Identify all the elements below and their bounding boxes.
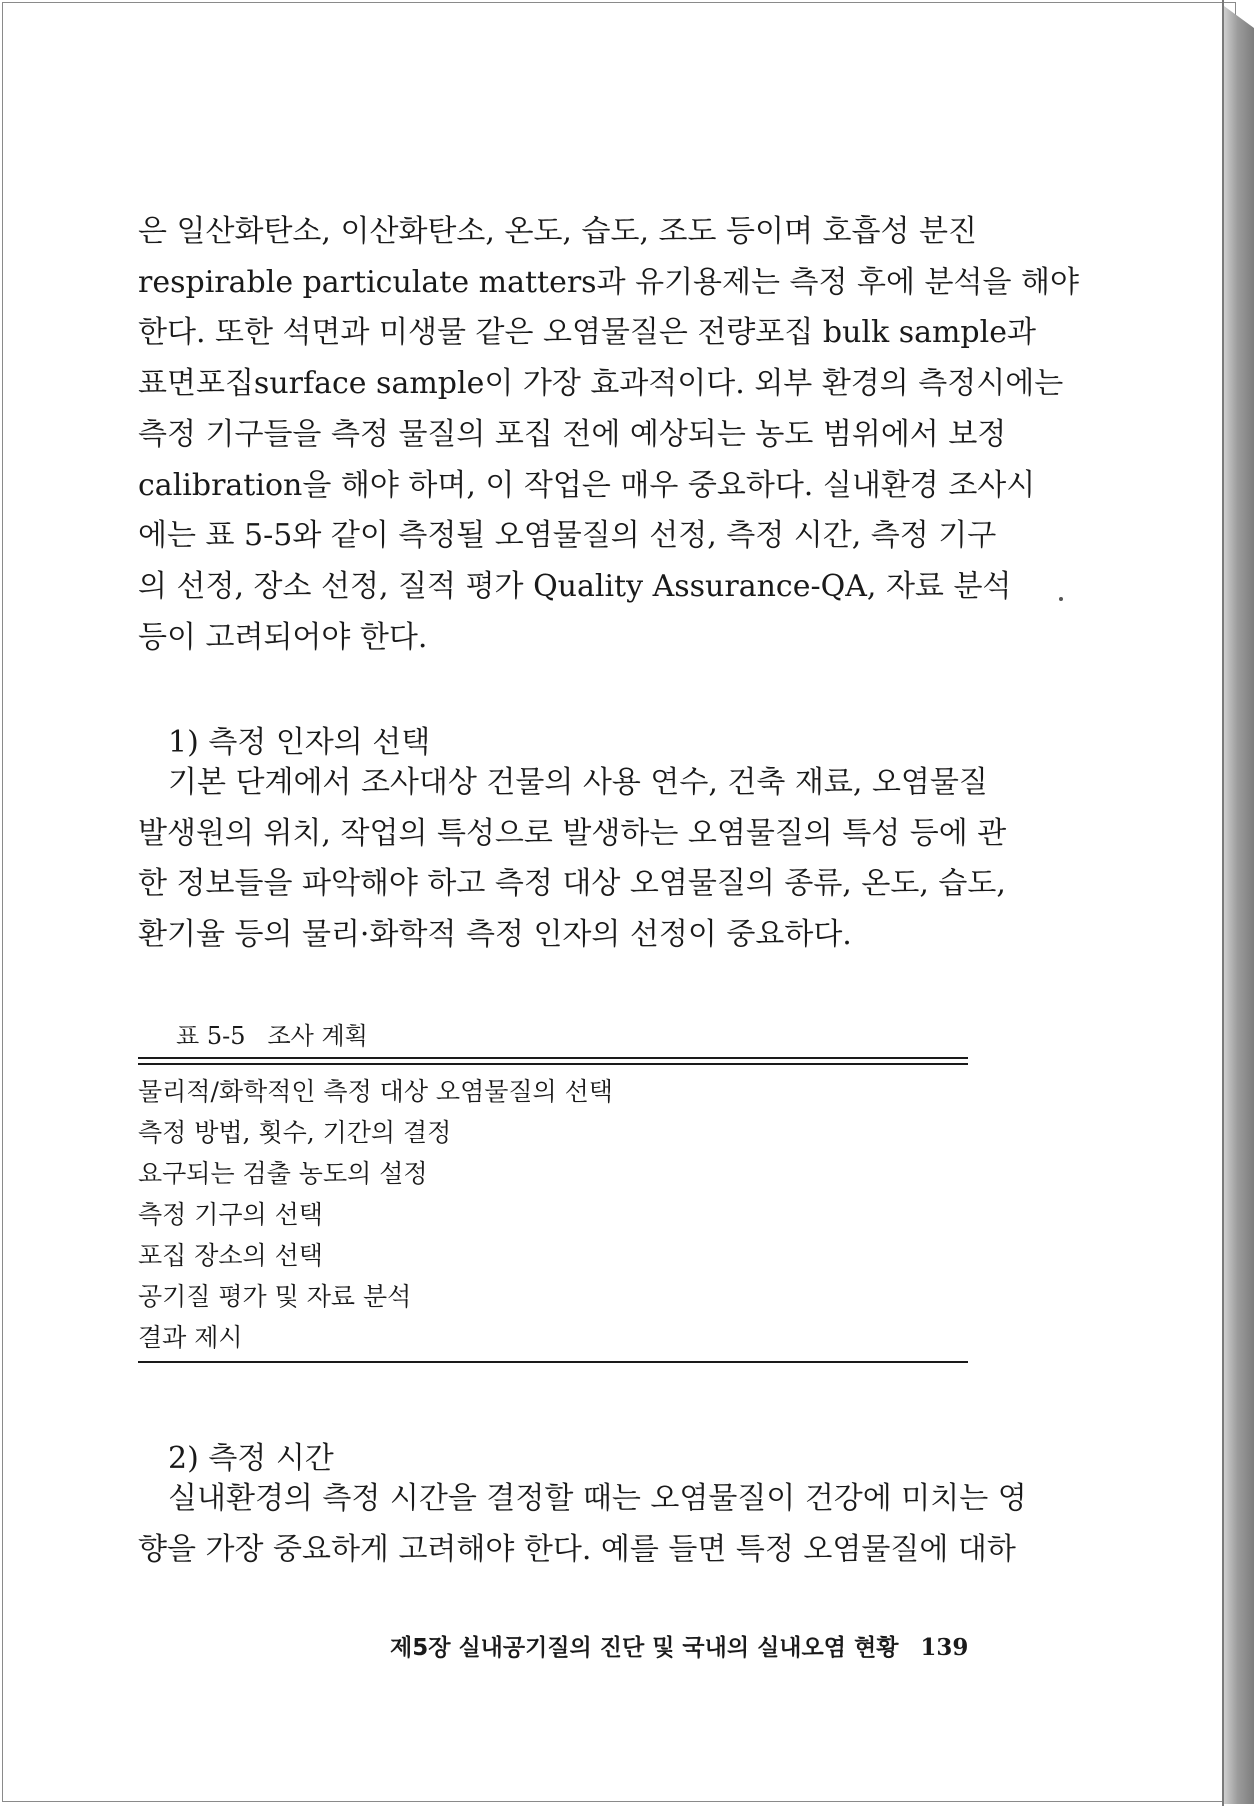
text-line: 기본 단계에서 조사대상 건물의 사용 연수, 건축 재료, 오염물질	[168, 765, 988, 800]
text-line: respirable particulate matters과 유기용제는 측정 후에 분석을 해야	[138, 264, 1079, 300]
table-row: 결과 제시	[138, 1323, 243, 1352]
running-footer	[390, 1633, 969, 1663]
text-line: 은 일산화탄소, 이산화탄소, 온도, 습도, 조도 등이며 호흡성 분진	[138, 214, 977, 249]
table-row: 측정 방법, 횟수, 기간의 결정	[138, 1118, 452, 1147]
text-line: 실내환경의 측정 시간을 결정할 때는 오염물질이 건강에 미치는 영	[168, 1481, 1027, 1516]
table-rule-top-double	[138, 1063, 968, 1065]
table-rule-top	[138, 1057, 968, 1059]
text-line: 의 선정, 장소 선정, 질적 평가 Quality Assurance-QA, 자료 분석	[138, 568, 1012, 604]
text-line: 한 정보들을 파악해야 하고 측정 대상 오염물질의 종류, 온도, 습도,	[138, 866, 1006, 902]
text-line: 발생원의 위치, 작업의 특성으로 발생하는 오염물질의 특성 등에 관	[138, 815, 1007, 851]
text-line: 한다. 또한 석면과 미생물 같은 오염물질은 전량포집 bulk sample과	[138, 315, 1036, 351]
table-caption-title: 조사 계획	[267, 1022, 368, 1050]
text-line: 등이 고려되어야 한다.	[138, 619, 428, 655]
paragraph-section1	[138, 758, 1007, 961]
section-heading: 1) 측정 인자의 선택	[168, 725, 431, 760]
text-line: calibration을 해야 하며, 이 작업은 매우 중요하다. 실내환경 조사시	[138, 467, 1036, 503]
table-row: 포집 장소의 선택	[138, 1241, 323, 1270]
page-edge-line	[1222, 0, 1224, 1806]
section-heading: 2) 측정 시간	[168, 1441, 334, 1476]
table-caption-number: 표 5-5	[176, 1022, 246, 1050]
page-number: 139	[920, 1634, 969, 1661]
table-row: 측정 기구의 선택	[138, 1200, 323, 1229]
text-line: 환기율 등의 물리·화학적 측정 인자의 선정이 중요하다.	[138, 917, 852, 953]
table-row: 공기질 평가 및 자료 분석	[138, 1282, 412, 1311]
paragraph-section2	[138, 1474, 1027, 1575]
table-body	[138, 1071, 968, 1358]
footer-chapter-title: 제5장 실내공기질의 진단 및 국내의 실내오염 현황	[390, 1635, 899, 1661]
page-edge-shadow	[1224, 6, 1254, 1804]
text-line: 측정 기구들을 측정 물질의 포집 전에 예상되는 농도 범위에서 보정	[138, 416, 1007, 452]
text-line: 에는 표 5-5와 같이 측정될 오염물질의 선정, 측정 시간, 측정 기구	[138, 518, 997, 554]
text-line: 향을 가장 중요하게 고려해야 한다. 예를 들면 특정 오염물질에 대하	[138, 1531, 1016, 1567]
text-line: 표면포집surface sample이 가장 효과적이다. 외부 환경의 측정시에는	[138, 366, 1064, 402]
table-caption	[176, 1021, 368, 1051]
table-rule-bottom	[138, 1361, 968, 1363]
table-row: 물리적/화학적인 측정 대상 오염물질의 선택	[138, 1077, 613, 1106]
paragraph-intro	[138, 207, 1079, 663]
stray-dot-mark	[1059, 597, 1063, 601]
table-row: 요구되는 검출 농도의 설정	[138, 1159, 428, 1188]
